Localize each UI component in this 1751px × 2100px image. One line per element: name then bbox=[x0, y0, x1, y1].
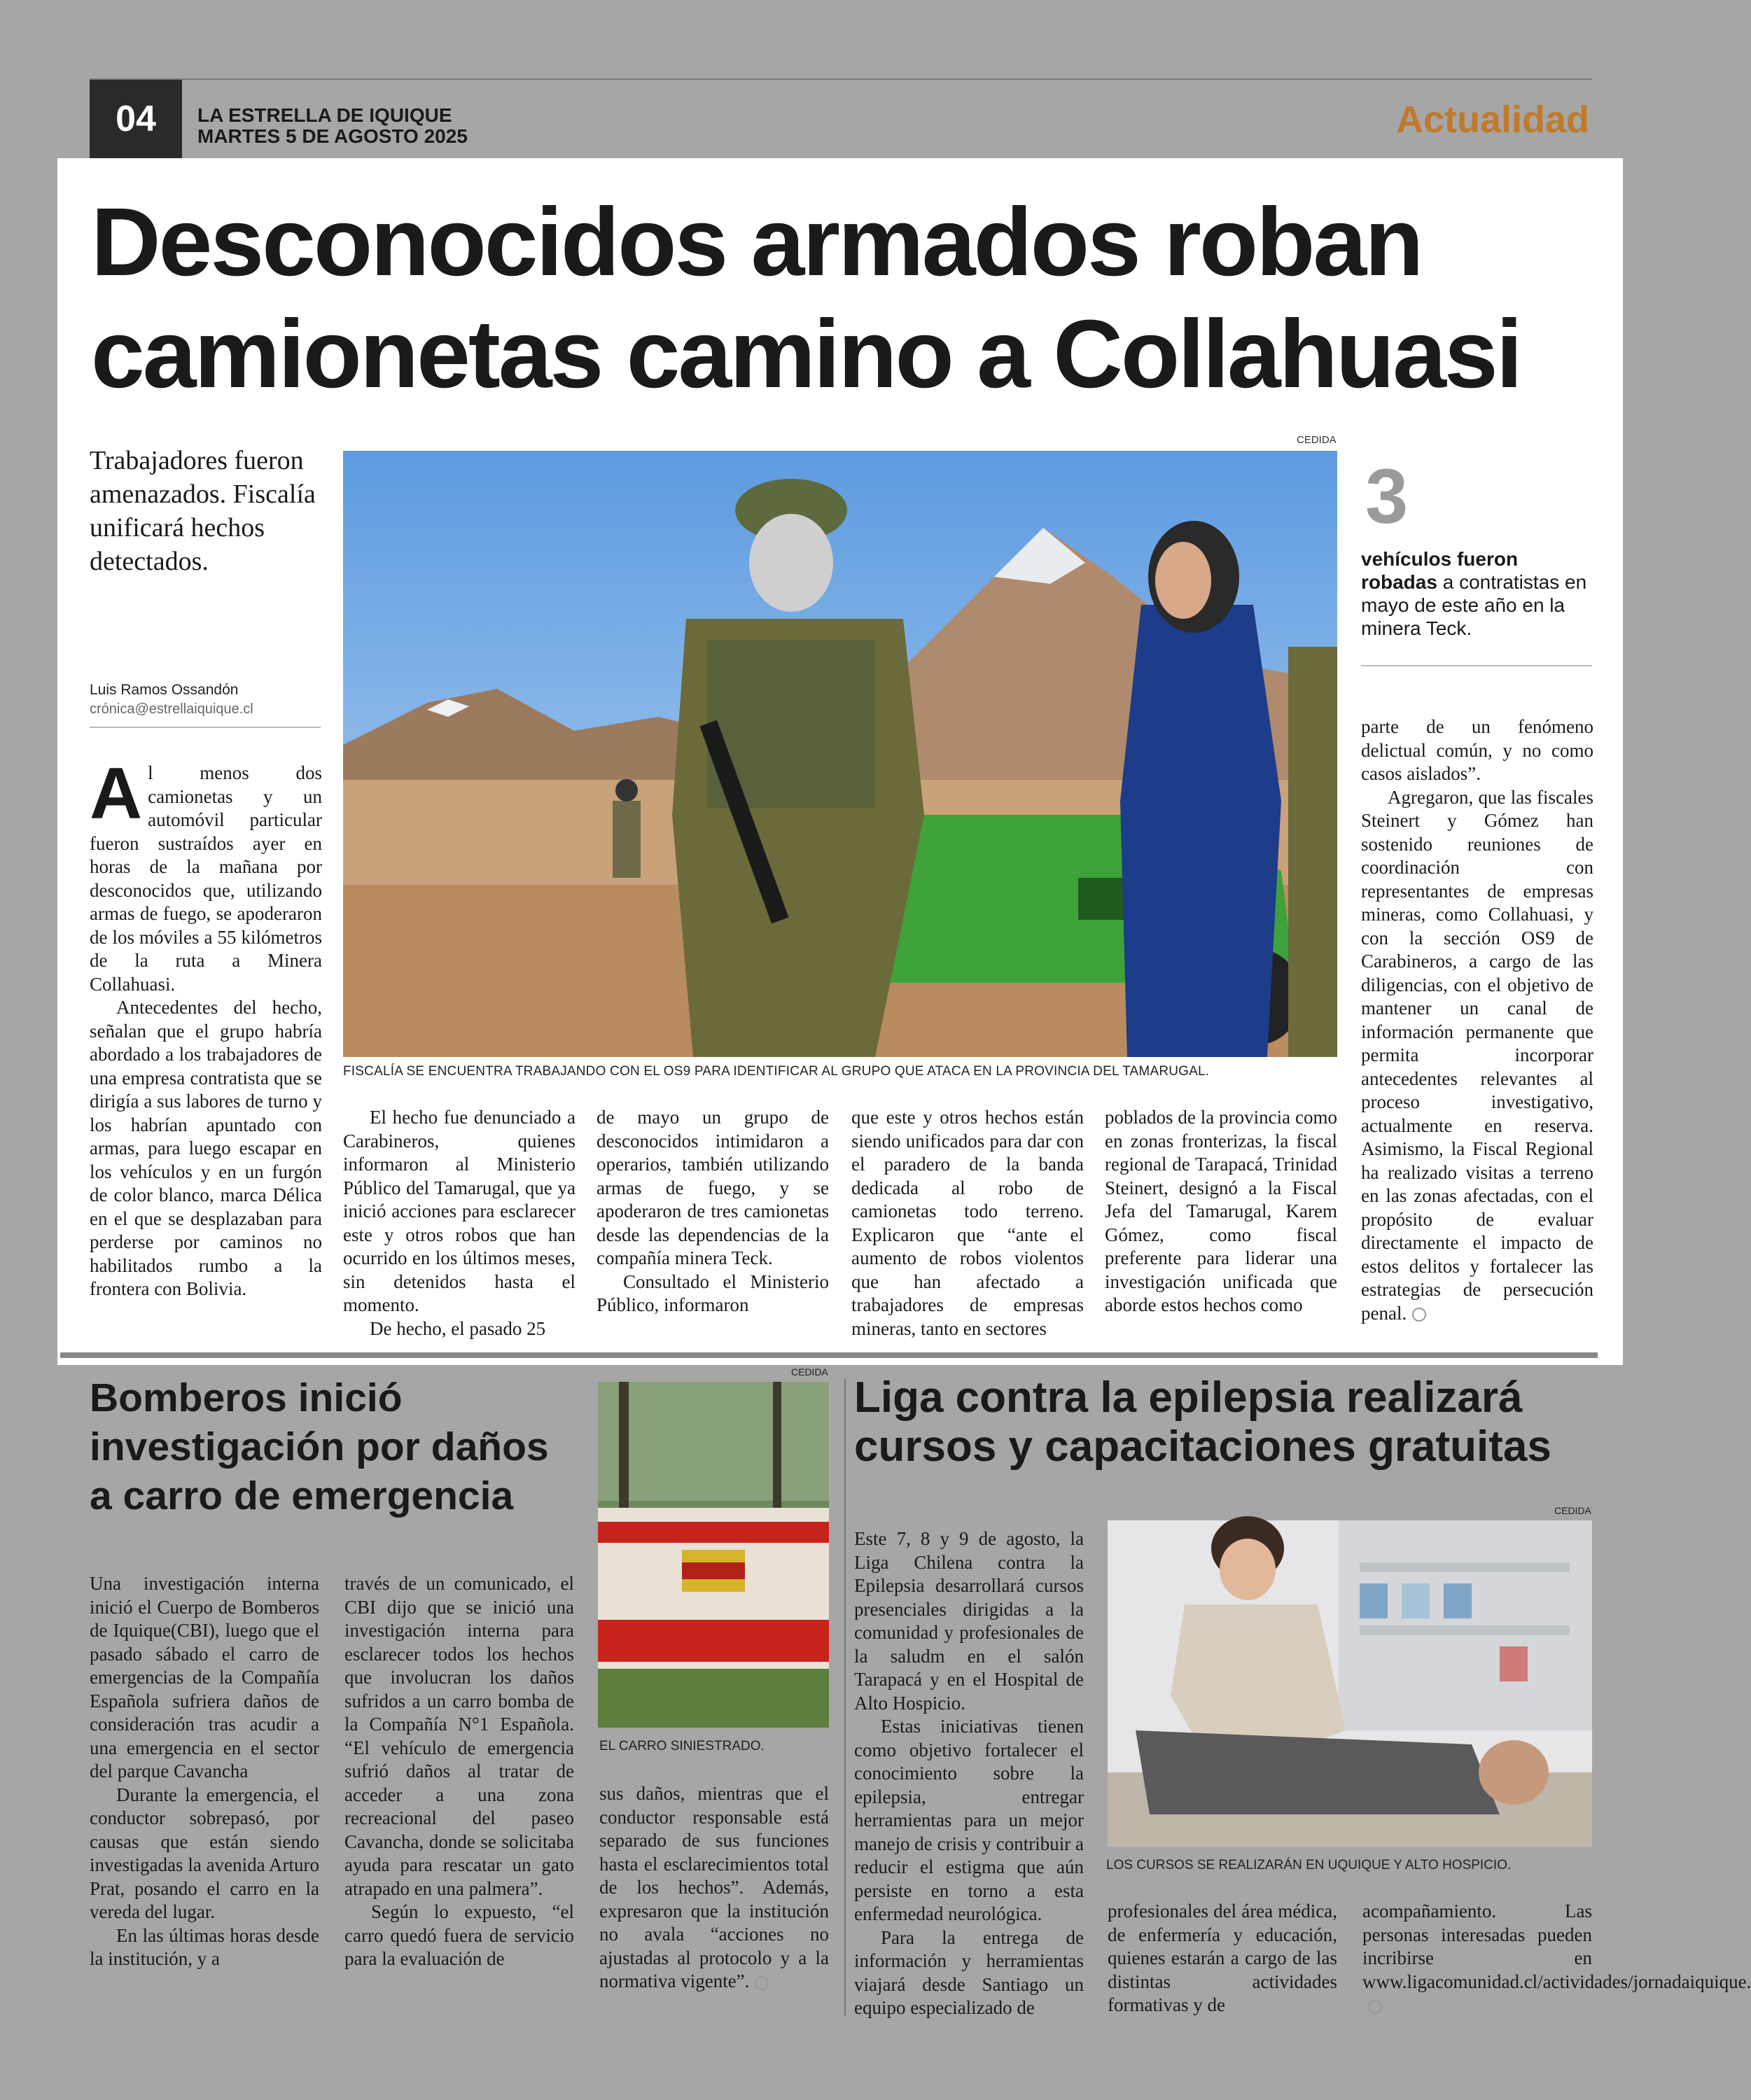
end-of-article-icon bbox=[1412, 1308, 1426, 1322]
main-col3-para-2: Consultado el Ministerio Público, informaron bbox=[597, 1270, 829, 1315]
main-column-1 bbox=[90, 753, 322, 1301]
main-col3-para: de mayo un grupo de desconocidos intimidaron a operarios, también utilizando armas de fuego, y se apoderaron de tres camionetas desde las dependencias de la compañía minera Teck. bbox=[597, 1107, 829, 1268]
newspaper-name: LA ESTRELLA DE IQUIQUE bbox=[197, 104, 452, 126]
epilepsia-column-3 bbox=[1362, 1900, 1751, 2017]
main-column-6 bbox=[1361, 715, 1593, 1325]
epilepsia-col1-para: Este 7, 8 y 9 de agosto, la Liga Chilena contra la Epilepsia desarrollará cursos presenciales dirigidas a la comunidad y profesionales de la saludm en el salón Tarapacá y en el Hospital de Alto Hospicio. bbox=[854, 1528, 1084, 1714]
bomberos-col2-para: través de un comunicado, el CBI dijo que se inició una investigación interna para esclarecer todos los hechos que involucran los daños sufridos a un carro bomba de la Compañía N°1 Española. “El vehículo de emergencia sufrió daños al tratar de acceder a una zona recreacional del paseo Cavancha, donde se solicitaba ayuda para rescatar un gato atrapado en una palmera”. bbox=[344, 1573, 574, 1899]
main-column-4 bbox=[851, 1106, 1084, 1340]
epilepsia-photo-caption: LOS CURSOS SE REALIZARÁN EN UQUIQUE Y ALTO HOSPICIO. bbox=[1106, 1858, 1512, 1872]
main-subhead: Trabajadores fueron amenazados. Fiscalía unificará hechos detectados. bbox=[90, 446, 316, 576]
bomberos-column-1 bbox=[90, 1572, 319, 1971]
byline bbox=[90, 682, 342, 718]
main-col1-para bbox=[90, 753, 322, 996]
bomberos-column-2 bbox=[344, 1572, 574, 1971]
end-of-article-icon bbox=[1368, 2000, 1382, 2014]
fact-bold: vehículos fueron robadas bbox=[1361, 548, 1519, 593]
main-col6-text: Agregaron, que las fiscales Steinert y Gómez han sostenido reuniones de coordinación con representantes de empresas mineras, como Collahuasi, y con la sección OS9 de Carabineros, a cargo de las diligencias, con el objetivo de mantener un canal de información permanente que permita incorporar antecedentes relevantes al proceso investigativo, actualmente en reserva. Asimismo, la Fiscal Regional ha realizado visitas a terreno en las zonas afectadas, con el propósito de evaluar directamente el impacto de estos delitos y fortalecer las estrategias de persecución penal. bbox=[1361, 786, 1593, 1324]
main-headline: Desconocidos armados roban camionetas camino a Collahuasi bbox=[91, 188, 1521, 408]
fire-truck-photo-illustration bbox=[598, 1382, 829, 1728]
epilepsia-column-1 bbox=[854, 1527, 1084, 2020]
section-label: Actualidad bbox=[1395, 99, 1589, 141]
bomberos-col3-para bbox=[599, 1782, 829, 1994]
fact-divider bbox=[1361, 665, 1592, 666]
article-separator bbox=[60, 1352, 1598, 1358]
column-divider bbox=[844, 1379, 846, 2016]
checkpoint-photo-illustration bbox=[343, 451, 1337, 1057]
main-col6-para-2 bbox=[1361, 786, 1593, 1326]
main-column-2 bbox=[343, 1106, 575, 1340]
bomberos-col1-para-3: En las últimas horas desde la institución, y a bbox=[90, 1924, 319, 1969]
fact-text: a contratistas en mayo de este año en la minera Teck. bbox=[1361, 571, 1587, 639]
epilepsia-col1-para-3: Para la entrega de información y herramientas viajará desde Santiago un equipo especializado de bbox=[854, 1926, 1084, 2018]
main-col1-para-2: Antecedentes del hecho, señalan que el grupo habría abordado a los trabajadores de una empresa contratista que se dirigía a sus labores de turno y los habrían apuntado con armas, para luego escapar en los vehículos y en un furgón de color blanco, marca Délica en el que se desplazaban para perderse por caminos no habilitados rumbo a la frontera con Bolivia. bbox=[90, 997, 322, 1299]
bomberos-headline: Bomberos inició investigación por daños a carro de emergencia bbox=[90, 1376, 549, 1518]
newspaper-masthead bbox=[197, 105, 468, 147]
bomberos-col1-para-2: Durante la emergencia, el conductor sobrepasó, por causas que están siendo investigadas la avenida Arturo Prat, posando el carro en la vereda del lugar. bbox=[90, 1784, 319, 1922]
epilepsia-col3-text: acompañamiento. Las personas interesadas pueden incribirse en www.ligacomunidad.cl/actividades/jornadaiquique. bbox=[1362, 1900, 1751, 1992]
bomberos-col2-para-2: Según lo expuesto, “el carro quedó fuera de servicio para la evaluación de bbox=[344, 1901, 574, 1969]
photo-caption: FISCALÍA SE ENCUENTRA TRABAJANDO CON EL OS9 PARA IDENTIFICAR AL GRUPO QUE ATACA EN LA PROVINCIA DEL TAMARUGAL. bbox=[343, 1064, 1210, 1079]
main-col6-para: parte de un fenómeno delictual común, y no como casos aislados”. bbox=[1361, 716, 1593, 784]
bomberos-column-3 bbox=[599, 1782, 829, 1994]
epilepsia-col1-para-2: Estas iniciativas tienen como objetivo fortalecer el conocimiento sobre la epilepsia, entregar herramientas para un mejor manejo de crisis y contribuir a reducir el estigma que aún persiste en torno a esta enfermedad neurológica. bbox=[854, 1716, 1084, 1924]
byline-divider bbox=[90, 727, 321, 728]
dropcap: A bbox=[90, 753, 143, 834]
fact-box bbox=[1361, 547, 1592, 640]
main-column-3 bbox=[597, 1106, 829, 1317]
epilepsia-photo bbox=[1108, 1520, 1592, 1847]
epilepsia-col3-para bbox=[1362, 1900, 1751, 2017]
bomberos-col3-text: sus daños, mientras que el conductor responsable está separado de sus funciones hasta el esclarecimientos total de los hechos”. Además, expresaron que la institución no avala “acciones no ajustadas al protocolo y a la normativa vigente”. bbox=[599, 1783, 829, 1991]
bomberos-col1-para: Una investigación interna inició el Cuerpo de Bomberos de Iquique(CBI), luego que el pasado sábado el carro de emergencias de la Compañía Española sufriera daños de consideración tras acudir a una emergencia en el sector del parque Cavancha bbox=[90, 1573, 319, 1782]
epilepsia-headline: Liga contra la epilepsia realizará cursos y capacitaciones gratuitas bbox=[854, 1373, 1551, 1471]
epilepsia-photo-credit: CEDIDA bbox=[1554, 1505, 1591, 1516]
author-name: Luis Ramos Ossandón bbox=[90, 682, 239, 698]
epilepsia-col2-para: profesionales del área médica, de enfermería y educación, quienes estarán a cargo de las distintas actividades formativas y de bbox=[1108, 1900, 1337, 2015]
main-photo bbox=[343, 451, 1337, 1057]
page-number: 04 bbox=[90, 80, 182, 158]
bomberos-photo-credit: CEDIDA bbox=[791, 1366, 828, 1378]
author-email: crónica@estrellaiquique.cl bbox=[90, 701, 253, 717]
main-column-5 bbox=[1105, 1106, 1337, 1317]
photo-credit: CEDIDA bbox=[1297, 434, 1337, 446]
main-col2-para-2: De hecho, el pasado 25 bbox=[370, 1317, 546, 1339]
main-col4-para: que este y otros hechos están siendo unificados para dar con el paradero de la banda dedicada al robo de camionetas todo terreno. Explicaron que “ante el aumento de robos violentos que han afectado a trabajadores de empresas mineras, tanto en sectores bbox=[851, 1107, 1084, 1339]
issue-date: MARTES 5 DE AGOSTO 2025 bbox=[197, 125, 468, 147]
main-col1-text: l menos dos camionetas y un automóvil particular fueron sustraídos ayer en horas de la mañana por desconocidos que, utilizando armas de fuego, se apoderaron de los móviles a 55 kilómetros de la ruta a Minera Collahuasi. bbox=[90, 762, 322, 995]
main-article bbox=[57, 158, 1623, 1365]
header-rule bbox=[90, 78, 1592, 80]
epilepsia-column-2 bbox=[1108, 1900, 1337, 2017]
main-col5-para: poblados de la provincia como en zonas fronterizas, la fiscal regional de Tarapacá, Trinidad Steinert, designó a la Fiscal Jefa del Tamarugal, Karem Gómez, como fiscal preferente para liderar una investigación unificada que aborde estos hechos como bbox=[1105, 1107, 1337, 1315]
first-aid-photo-illustration bbox=[1108, 1520, 1592, 1847]
bomberos-photo-caption: EL CARRO SINIESTRADO. bbox=[599, 1739, 765, 1754]
main-col2-para: El hecho fue denunciado a Carabineros, quienes informaron al Ministerio Público del Tamarugal, que ya inició acciones para esclarecer este y otros robos que han ocurrido en los últimos meses, sin detenidos hasta el momento. bbox=[343, 1107, 575, 1315]
end-of-article-icon bbox=[755, 1976, 769, 1990]
fact-number: 3 bbox=[1365, 454, 1409, 540]
bomberos-photo bbox=[598, 1382, 829, 1728]
